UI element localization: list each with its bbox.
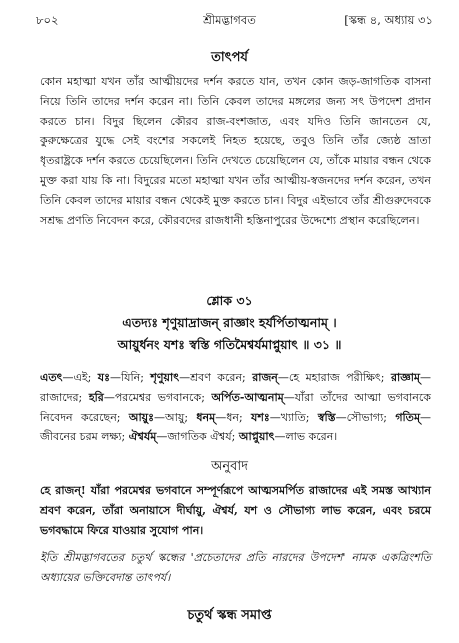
synonym-meaning: পরমেশ্বর ভগবানকে [114, 390, 202, 404]
synonym-meaning: জাগতিক ঐশ্বর্য [167, 430, 232, 444]
synonym-meaning: আয়ু [165, 410, 185, 424]
verse-line-2: আয়ুর্ধনং যশঃ স্বস্তি গতিমৈশ্বর্যমাপ্নুয়াৎ ॥ ৩১ ॥ [117, 337, 342, 352]
synonym-term: স্বস্তি [317, 410, 336, 424]
translation-text: হে রাজন্! যাঁরা পরমেশ্বর ভগবানে সম্পূর্ণরূপে আত্মসমর্পিত রাজাদের এই সমস্ত আখ্যান শ্রবণ করেন, তাঁরা অনায়াসে দীর্ঘায়ু, ঐশ্বর্য, যশ ও সৌভাগ্য লাভ করেন, এবং চরমে ভগবদ্ধামে ফিরে যাওয়ার সুযোগ পান। [40, 484, 431, 537]
verse-line-1: এতদ্যঃ শৃণুয়াদ্রাজন্ রাজ্ঞাং হর্যর্পিতাত্মনাম্ । [122, 315, 337, 330]
synonym-meaning: হে মহারাজ পরীক্ষিৎ [288, 371, 381, 384]
purport-text: কোন মহাত্মা যখন তাঁর আত্মীয়দের দর্শন করতে যান, তখন কোন জড়-জাগতিক বাসনা নিয়ে তিনি তাদের দর্শন করেন না। তিনি কেবল তাদের মঙ্গলের জন্য সৎ উপদেশ প্রদান করতে চান। বিদুর ছিলেন কৌরব রাজ-বংশজাত, এবং যদিও তিনি জানতেন যে, কুরুক্ষেত্রের যুদ্ধে সেই বংশের সকলেই নিহত হয়েছে, তবুও তিনি তাঁর জ্যেষ্ঠ ভ্রাতা ধৃতরাষ্ট্রকে দর্শন করতে চেয়েছিলেন। তিনি দেখতে চেয়েছিলেন যে, তাঁকে মায়ার বন্ধন থেকে মুক্ত করা যায় কি না। বিদুরের মতো মহাত্মা যখন তাঁর আত্মীয়-স্বজনদের দর্শন করেন, তখন তিনি কেবল তাদের মায়ার বন্ধন থেকেই মুক্ত করতে চান। বিদুর এইভাবে তাঁর শ্রীগুরুদেবকে সশ্রদ্ধ প্রণতি নিবেদন করে, কৌরবদের রাজধানী হস্তিনাপুরের উদ্দেশ্যে প্রস্থান করেছিলেন। [40, 75, 431, 227]
page-number: ৮০২ [36, 13, 59, 27]
synonym-meaning: রাজাদের [40, 390, 79, 404]
synonym-term: আপ্নুয়াৎ [238, 430, 275, 444]
canto-end-note: চতুর্থ স্কন্ধ সমাপ্ত [187, 608, 272, 623]
synonym-term: যঃ [97, 371, 110, 384]
synonym-term: এতৎ [40, 371, 63, 384]
synonym-term: অর্পিত-আত্মনাম্ [211, 390, 284, 404]
synonyms-block: এতৎ—এই; যঃ—যিনি; শৃণুয়াৎ—শ্রবণ করেন; রাজন্—হে মহারাজ পরীক্ষিৎ; রাজ্ঞাম্—রাজাদের; হরি—পরমেশ্বর ভগবানকে; অর্পিত-আত্মনাম্—যাঁরা তাঁদের আত্মা ভগবানকে নিবেদন করেছেন; আয়ুঃ—আয়ু; ধনম্—ধন; যশঃ—খ্যাতি; স্বস্তি—সৌভাগ্য; গতিম্—জীবনের চরম লক্ষ্য; ঐশ্বর্যম্—জাগতিক ঐশ্বর্য; আপ্নুয়াৎ—লাভ করেন। [40, 371, 432, 444]
synonym-term: শৃণুয়াৎ [150, 371, 180, 384]
synonym-term: হরি [88, 390, 104, 404]
section-reference: [স্কন্ধ ৪, অধ্যায় ৩১ [344, 13, 433, 27]
translation-title: অনুবাদ [211, 459, 248, 474]
synonym-meaning: সৌভাগ্য [346, 410, 384, 424]
synonym-term: ঐশ্বর্যম্ [128, 430, 157, 444]
synonym-meaning: খ্যাতি [280, 410, 306, 424]
verse-title: শ্লোক ৩১ [206, 293, 253, 308]
purport-title: তাৎপর্য [211, 50, 248, 65]
synonym-meaning: শ্রবণ করেন [190, 371, 243, 384]
synonym-meaning: জীবনের চরম লক্ষ্য [40, 430, 122, 444]
synonym-term: গতিম্ [395, 410, 421, 424]
synonym-term: ধনম্ [196, 410, 216, 424]
colophon: ইতি শ্রীমদ্ভাগবতের চতুর্থ স্কন্ধের 'প্রচেতাদের প্রতি নারদের উপদেশ' নামক একত্রিংশতি অধ্যায়ের ভক্তিবেদান্ত তাৎপর্য। [40, 551, 431, 584]
synonym-meaning: যাঁরা তাঁদের আত্মা ভগবানকে নিবেদন করেছেন [40, 390, 431, 424]
synonym-meaning: ধন [226, 410, 239, 424]
page-header [22, 12, 437, 32]
synonym-meaning: লাভ করেন [285, 430, 334, 444]
book-title: শ্রীমদ্ভাগবত [203, 13, 256, 27]
synonym-term: রাজ্ঞাম্ [390, 371, 421, 384]
synonym-meaning: যিনি [120, 371, 141, 384]
synonym-term: যশঃ [251, 410, 270, 424]
synonym-meaning: এই [73, 371, 88, 384]
synonym-term: আয়ুঃ [128, 410, 155, 424]
synonym-term: রাজন্ [252, 371, 278, 384]
